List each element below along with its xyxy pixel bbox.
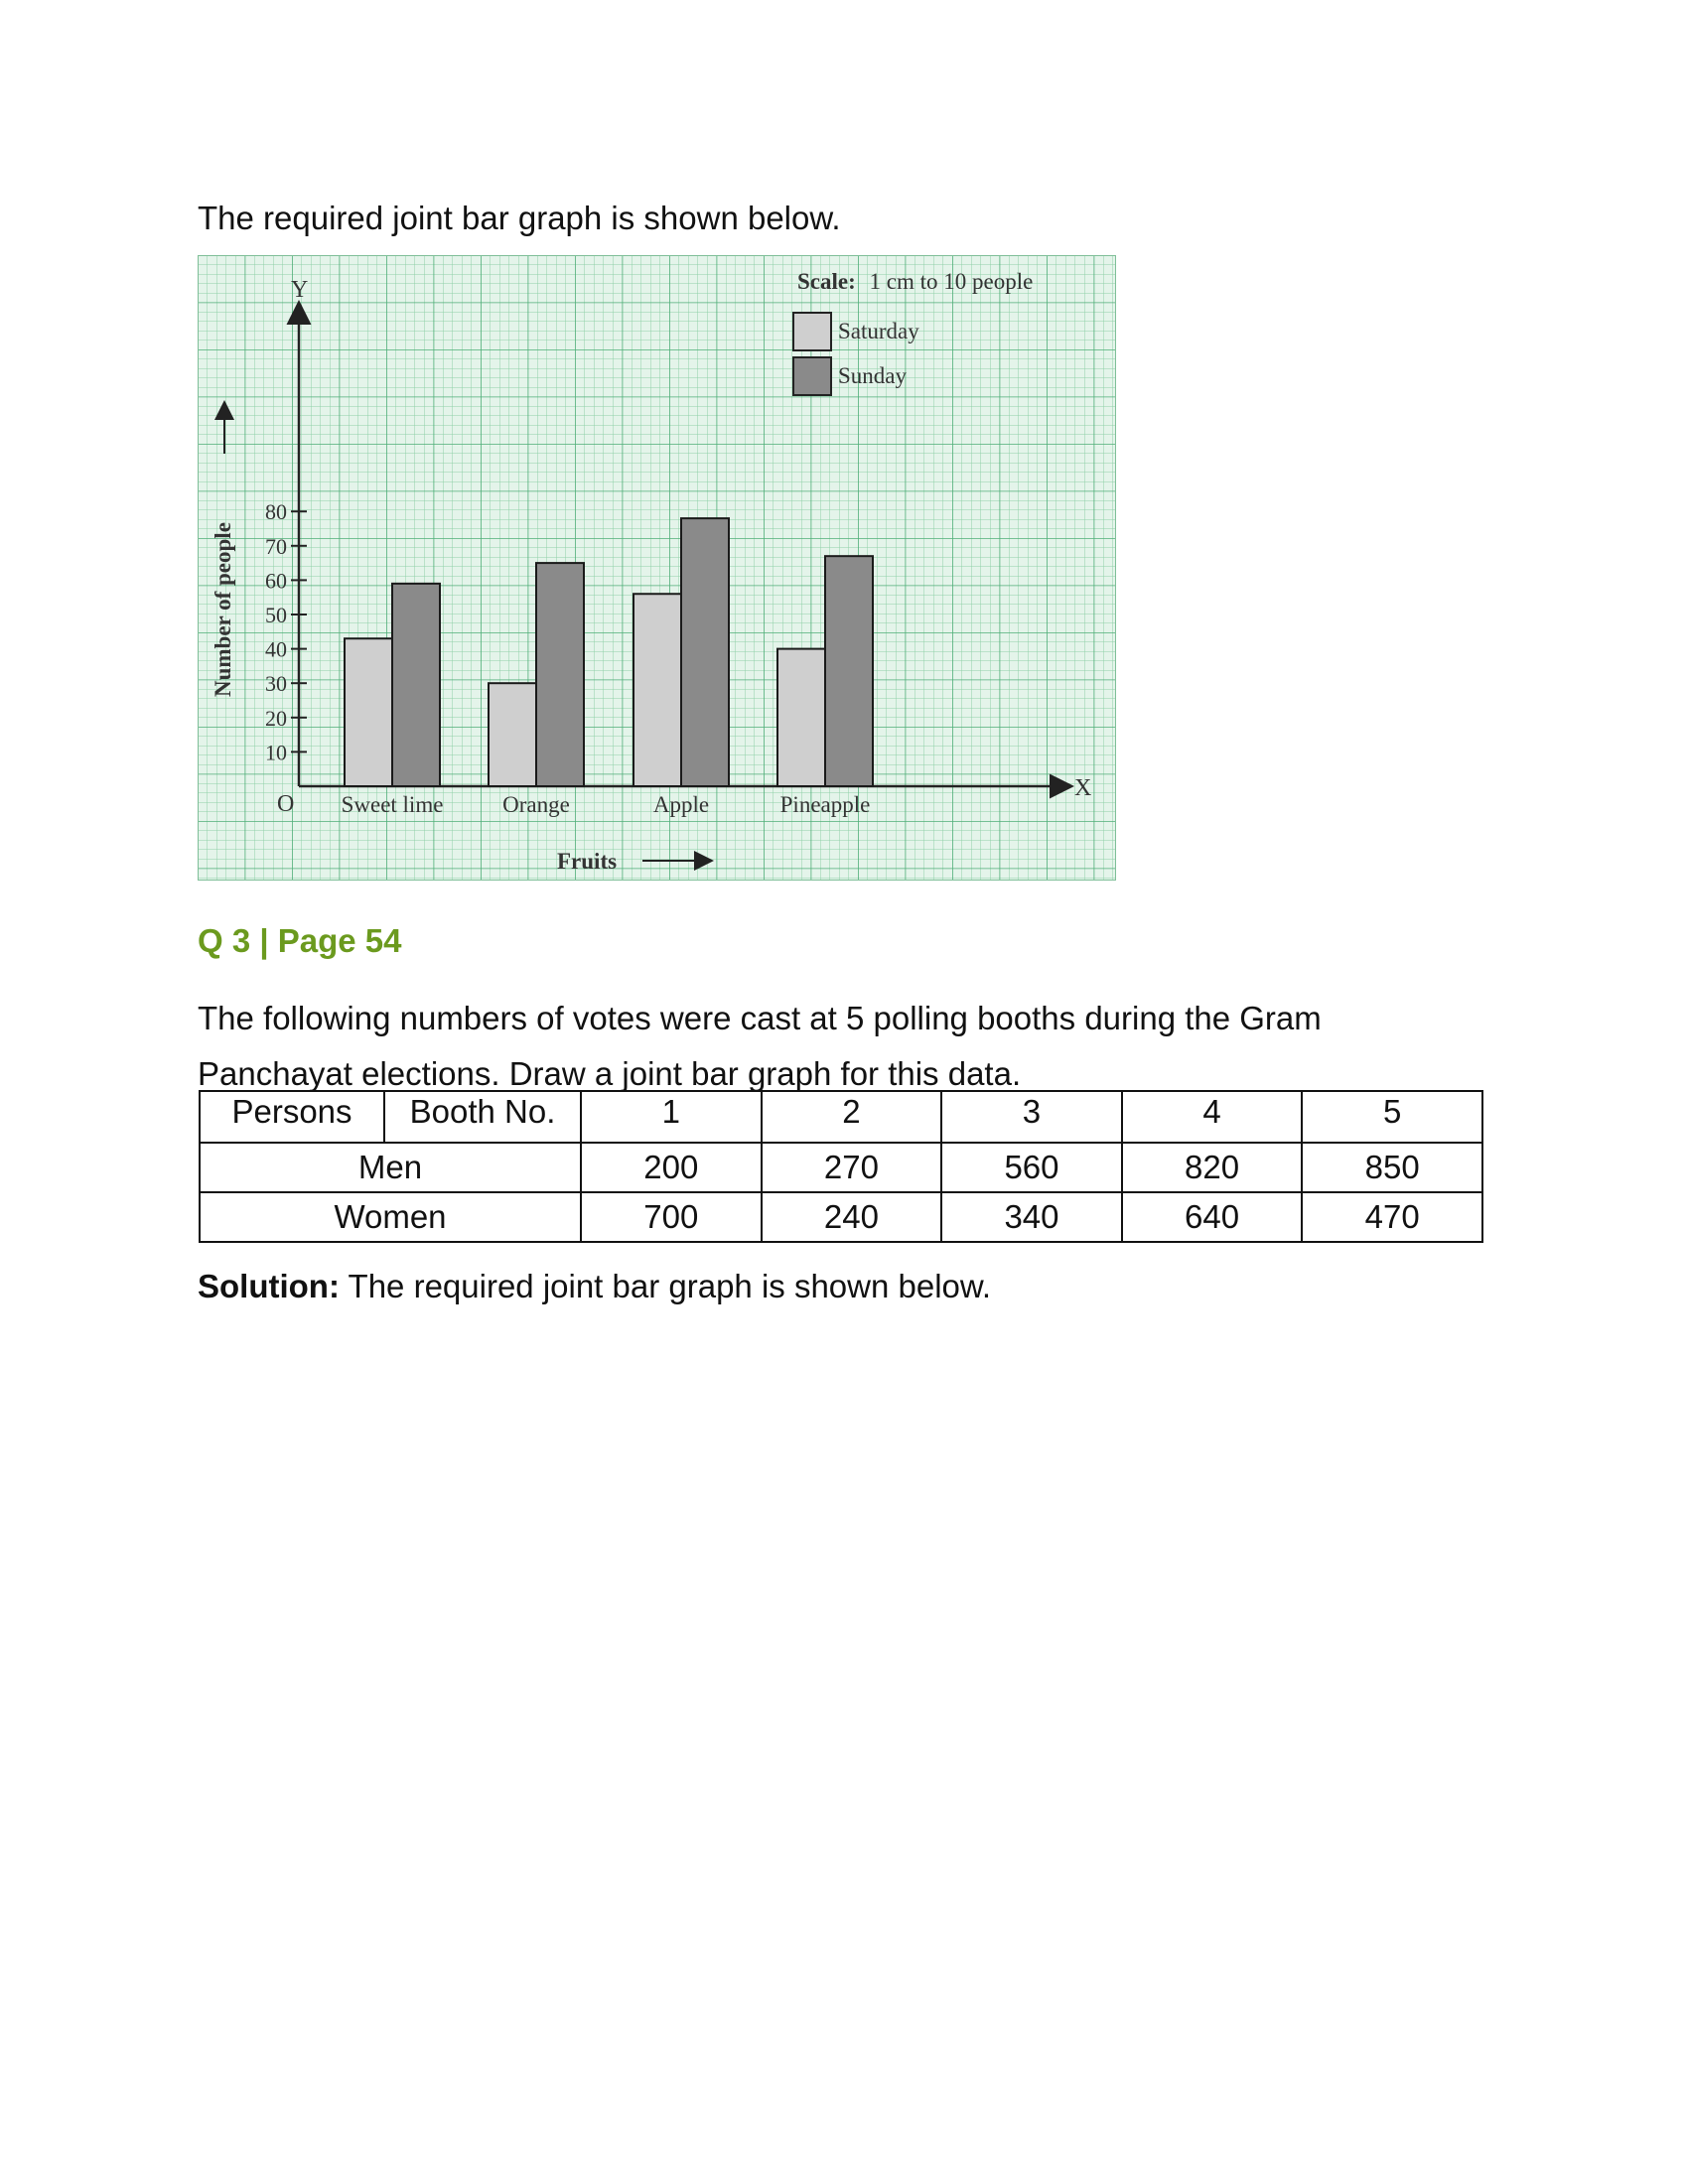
legend-label-sunday: Sunday (838, 363, 907, 388)
solution-body: The required joint bar graph is shown below. (339, 1268, 992, 1304)
bar-saturday-pineapple (777, 649, 825, 786)
table-cell: 470 (1302, 1192, 1482, 1242)
table-cell: 270 (762, 1143, 942, 1192)
y-axis-title: Number of people (211, 522, 235, 697)
table-cell: 640 (1122, 1192, 1303, 1242)
header-cell-booth-3: 3 (941, 1091, 1122, 1143)
row-label-men: Men (200, 1143, 581, 1192)
intro-text: The required joint bar graph is shown below. (198, 200, 841, 236)
bar-saturday-orange (489, 683, 536, 786)
legend-label-saturday: Saturday (838, 319, 919, 343)
y-tick-label: 30 (265, 671, 287, 697)
solution-label: Solution: (198, 1268, 340, 1304)
bar-saturday-apple (633, 594, 681, 786)
bar-saturday-sweet-lime (345, 638, 392, 786)
header-cell-booth-2: 2 (762, 1091, 942, 1143)
header-cell-persons: Persons (200, 1091, 384, 1143)
y-tick-label: 60 (265, 568, 287, 594)
y-tick-label: 50 (265, 603, 287, 627)
legend-swatch-saturday (793, 313, 831, 350)
header-cell-booth-5: 5 (1302, 1091, 1482, 1143)
row-label-women: Women (200, 1192, 581, 1242)
fruit-bar-chart (198, 255, 1116, 881)
y-tick-label: 40 (265, 636, 287, 662)
origin-label: O (277, 791, 295, 817)
table-cell: 340 (941, 1192, 1122, 1242)
y-axis-letter: Y (291, 277, 309, 303)
solution-text (198, 1267, 991, 1306)
bar-sunday-sweet-lime (392, 584, 440, 786)
scale-text: 1 cm to 10 people (869, 269, 1034, 294)
legend-swatch-sunday (793, 357, 831, 395)
x-tick-label: Pineapple (779, 792, 871, 817)
y-tick-label: 20 (265, 705, 287, 731)
y-tick-label: 80 (265, 499, 287, 525)
table-row (200, 1143, 1482, 1192)
scale-note (797, 269, 1033, 294)
x-tick-label: Orange (502, 792, 570, 817)
header-cell-booth-no: Booth No. (384, 1091, 581, 1143)
header-cell-booth-4: 4 (1122, 1091, 1303, 1143)
table-cell: 200 (581, 1143, 762, 1192)
table-row (200, 1192, 1482, 1242)
table-cell: 850 (1302, 1143, 1482, 1192)
table-cell: 820 (1122, 1143, 1303, 1192)
x-axis-letter: X (1074, 775, 1092, 801)
question-text-line-2: Panchayat elections. Draw a joint bar graph for this data. (198, 1055, 1022, 1092)
scale-label: Scale: (797, 269, 856, 294)
question-text-line-1: The following numbers of votes were cast at 5 polling booths during the Gram (198, 1000, 1322, 1036)
bar-sunday-orange (536, 563, 584, 786)
bar-sunday-apple (681, 518, 729, 786)
y-tick-label: 10 (265, 740, 287, 765)
table-header-row (200, 1091, 1482, 1143)
x-axis-title: Fruits (557, 849, 618, 874)
question-heading: Q 3 | Page 54 (198, 922, 402, 959)
table-cell: 560 (941, 1143, 1122, 1192)
y-tick-label: 70 (265, 533, 287, 559)
votes-table (199, 1090, 1483, 1243)
x-tick-label: Sweet lime (341, 792, 444, 817)
bar-sunday-pineapple (825, 556, 873, 786)
header-cell-booth-1: 1 (581, 1091, 762, 1143)
table-cell: 240 (762, 1192, 942, 1242)
table-cell: 700 (581, 1192, 762, 1242)
x-tick-label: Apple (652, 792, 710, 817)
